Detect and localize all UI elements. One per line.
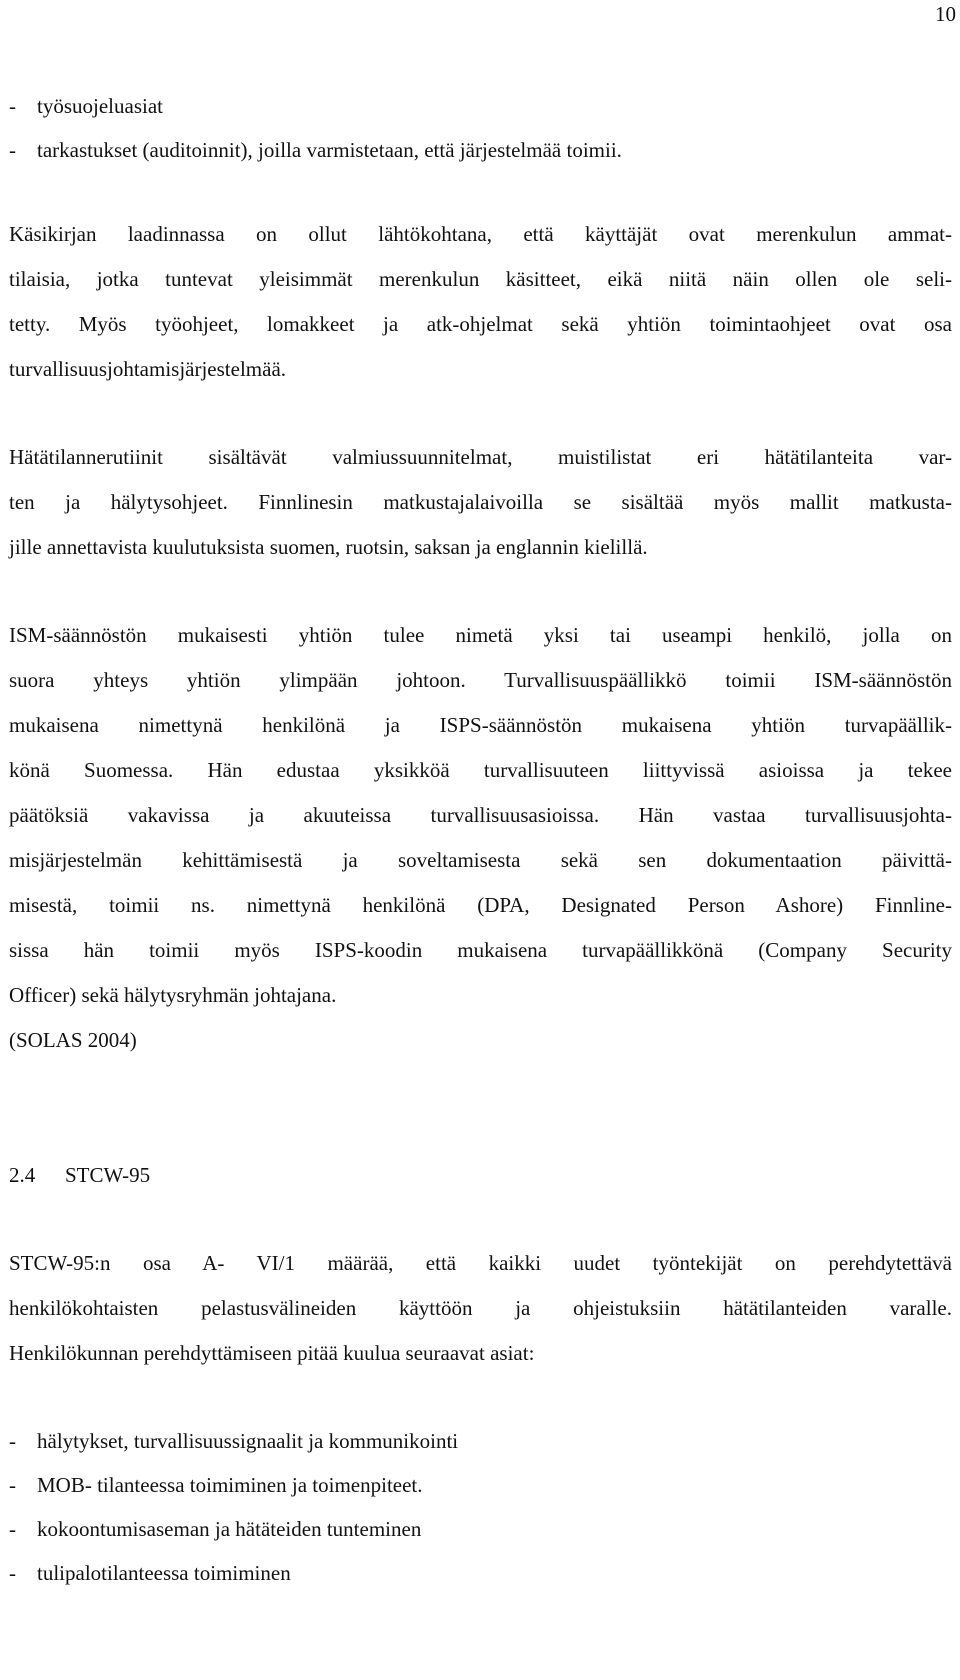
paragraph-line: jille annettavista kuulutuksista suomen, ruotsin, saksan ja englannin kielillä.: [9, 535, 648, 559]
list-item-text: hälytykset, turvallisuussignaalit ja kommunikointi: [37, 1429, 459, 1453]
paragraph-line: tilaisia, jotka tuntevat yleisimmät merenkulun käsitteet, eikä niitä näin ollen ole seli-: [9, 267, 952, 291]
list-dash: -: [9, 1429, 16, 1453]
list-dash: -: [9, 1473, 16, 1497]
citation: (SOLAS 2004): [9, 1028, 137, 1052]
list-item: [9, 128, 952, 172]
list-item-text: tarkastukset (auditoinnit), joilla varmistetaan, että järjestelmää toimii.: [37, 138, 622, 162]
paragraph-line: mukaisena nimettynä henkilönä ja ISPS-säännöstön mukaisena yhtiön turvapäällik-: [9, 713, 952, 737]
paragraph-ism: [9, 613, 952, 1063]
paragraph-line: ISM-säännöstön mukaisesti yhtiön tulee nimetä yksi tai useampi henkilö, jolla on: [9, 623, 952, 647]
page-number: 10: [935, 2, 956, 26]
list-item-text: tulipalotilanteessa toimiminen: [37, 1561, 291, 1585]
list-dash: -: [9, 1561, 16, 1585]
paragraph-line: turvallisuusjohtamisjärjestelmää.: [9, 357, 287, 381]
list-item-text: kokoontumisaseman ja hätäteiden tunteminen: [37, 1517, 422, 1541]
document-body: [9, 84, 952, 1595]
paragraph-line: suora yhteys yhtiön ylimpään johtoon. Turvallisuuspäällikkö toimii ISM-säännöstön: [9, 668, 952, 692]
list-item: [9, 1507, 952, 1551]
list-dash: -: [9, 94, 16, 118]
bullet-list-top: [9, 84, 952, 172]
paragraph-line: henkilökohtaisten pelastusvälineiden käyttöön ja ohjeistuksiin hätätilanteiden varalle.: [9, 1296, 952, 1320]
paragraph-stcw: [9, 1241, 952, 1376]
section-number: 2.4: [9, 1163, 36, 1187]
paragraph-line: STCW-95:n osa A- VI/1 määrää, että kaikki uudet työntekijät on perehdytettävä: [9, 1251, 952, 1275]
paragraph-line: misestä, toimii ns. nimettynä henkilönä (DPA, Designated Person Ashore) Finnline-: [9, 893, 952, 917]
section-heading: [9, 1153, 952, 1198]
list-dash: -: [9, 1517, 16, 1541]
bullet-list-bottom: [9, 1419, 952, 1595]
paragraph-line: ten ja hälytysohjeet. Finnlinesin matkustajalaivoilla se sisältää myös mallit matkusta-: [9, 490, 952, 514]
paragraph-line: sissa hän toimii myös ISPS-koodin mukaisena turvapäällikkönä (Company Security: [9, 938, 952, 962]
list-item-text: työsuojeluasiat: [37, 94, 163, 118]
section-title: STCW-95: [65, 1163, 151, 1187]
paragraph-handbook: [9, 212, 952, 392]
paragraph-line: Officer) sekä hälytysryhmän johtajana.: [9, 983, 337, 1007]
list-item: [9, 1419, 952, 1463]
list-item: [9, 84, 952, 128]
list-item: [9, 1551, 952, 1595]
paragraph-emergency-routines: [9, 435, 952, 570]
paragraph-line: könä Suomessa. Hän edustaa yksikköä turvallisuuteen liittyvissä asioissa ja tekee: [9, 758, 952, 782]
paragraph-line: Hätätilannerutiinit sisältävät valmiussuunnitelmat, muistilistat eri hätätilanteita var-: [9, 445, 952, 469]
list-item-text: MOB- tilanteessa toimiminen ja toimenpiteet.: [37, 1473, 423, 1497]
list-dash: -: [9, 138, 16, 162]
paragraph-line: misjärjestelmän kehittämisestä ja soveltamisesta sekä sen dokumentaation päivittä-: [9, 848, 952, 872]
paragraph-line: tetty. Myös työohjeet, lomakkeet ja atk-ohjelmat sekä yhtiön toimintaohjeet ovat osa: [9, 312, 952, 336]
list-item: [9, 1463, 952, 1507]
paragraph-line: Käsikirjan laadinnassa on ollut lähtökohtana, että käyttäjät ovat merenkulun ammat-: [9, 222, 952, 246]
paragraph-line: Henkilökunnan perehdyttämiseen pitää kuulua seuraavat asiat:: [9, 1341, 535, 1365]
paragraph-line: päätöksiä vakavissa ja akuuteissa turvallisuusasioissa. Hän vastaa turvallisuusjohta-: [9, 803, 952, 827]
